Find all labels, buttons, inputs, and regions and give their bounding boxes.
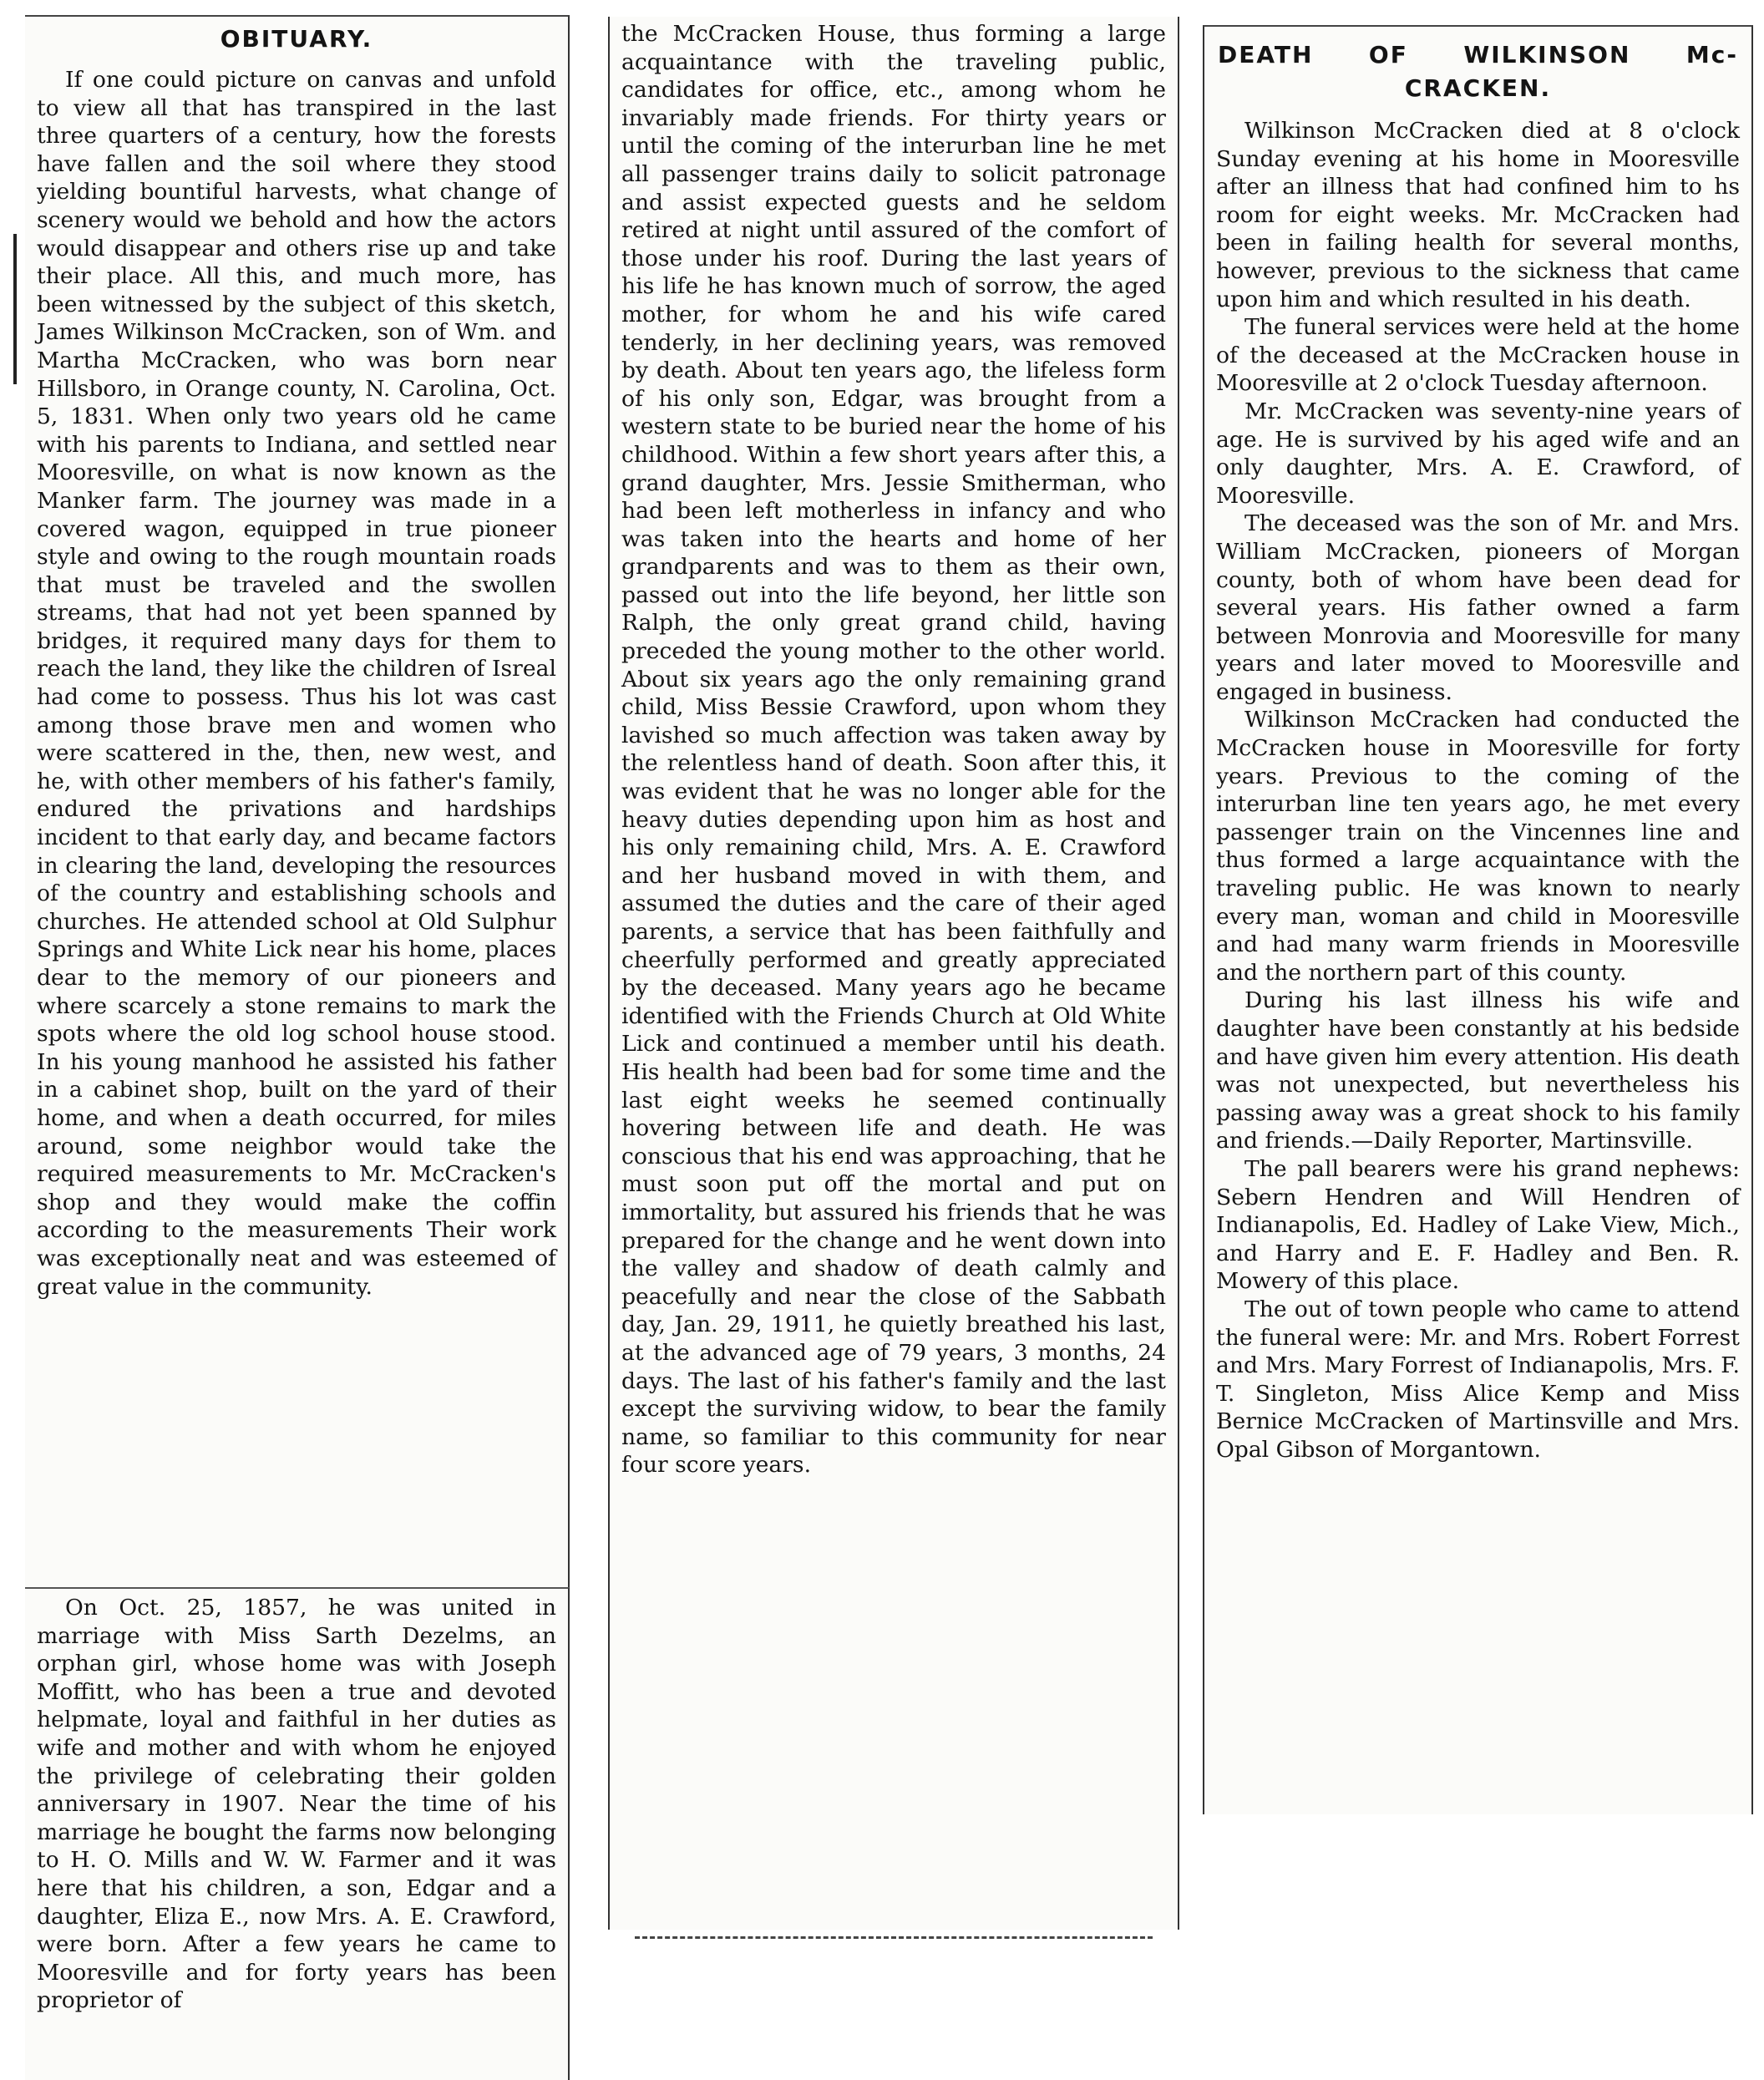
- obituary-body-3: [610, 17, 1178, 1479]
- obituary-column-1: [25, 15, 570, 1587]
- death-notice-paragraph: During his last illness his wife and daughter have been constantly at his bedside and have given him every attention. His death was not unexpected, but nevertheless his passing away was a great shock to his family and friends.—Daily Reporter, Martinsville.: [1216, 987, 1740, 1154]
- death-notice-paragraph: Wilkinson McCracken died at 8 o'clock Sunday evening at his home in Mooresville after an illness that had confined him to hs room for eight weeks. Mr. McCracken had been in failing health for several months, however, previous to the sickness that came upon him and which resulted in his death.: [1216, 118, 1740, 312]
- margin-rule: [13, 234, 17, 384]
- death-notice-paragraph: Mr. McCracken was seventy-nine years of age. He is survived by his aged wife and an only daughter, Mrs. A. E. Crawford, of Mooresville.: [1216, 398, 1740, 509]
- obituary-body-2: [25, 1589, 568, 2015]
- obituary-heading: OBITUARY.: [220, 25, 373, 53]
- end-rule: [635, 1936, 1153, 1939]
- obituary-paragraph-2: On Oct. 25, 1857, he was united in marriage with Miss Sarth Dezelms, an orphan girl, whose home was with Joseph Moffitt, who has been a true and devoted helpmate, loyal and faithful in her duties as wife and mother and with whom he enjoyed the privilege of celebrating their golden anniversary in 1907. Near the time of his marriage he bought the farms now belonging to H. O. Mills and W. W. Farmer and it was here that his children, a son, Edgar and a daughter, Eliza E., now Mrs. A. E. Crawford, were born. After a few years he came to Mooresville and for forty years has been proprietor of: [37, 1595, 556, 2014]
- obituary-body-1: [25, 66, 568, 1301]
- death-notice-column: [1203, 25, 1753, 1814]
- obituary-paragraph-3: the McCracken House, thus forming a large acquaintance with the traveling public, candidates for office, etc., among whom he invariably made friends. For thirty years or until the coming of the interurban line he met all passenger trains daily to solicit patronage and assist expected guests and he seldom retired at night until assured of the comfort of those under his roof. During the last years of his life he has known much of sorrow, the aged mother, for whom he and his wife cared tenderly, in her declining years, was removed by death. About ten years ago, the lifeless form of his only son, Edgar, was brought from a western state to be buried near the home of his childhood. Within a few short years after this, a grand daughter, Mrs. Jessie Smitherman, who had been left motherless in infancy and who was taken into the hearts and home of her grandparents and was to them as their own, passed out into the life beyond, her little son Ralph, the only great grand child, having preceded the young mother to the other world. About six years ago the only remaining grand child, Miss Bessie Crawford, upon whom they lavished so much affection was taken away by the relentless hand of death. Soon after this, it was evident that he was no longer able for the heavy duties depending upon him as host and his only remaining child, Mrs. A. E. Crawford and her husband moved in with them, and assumed the duties and the care of their aged parents, a service that has been faithfully and cheerfully performed and greatly appreciated by the deceased. Many years ago he became identified with the Friends Church at Old White Lick and continued a member until his death. His health had been bad for some time and the last eight weeks he seemed continually hovering between life and death. He was conscious that his end was approaching, that he must soon put off the mortal and put on immortality, but assured his friends that he was prepared for the change and he went down into the valley and shadow of death calmly and peacefully and near the close of the Sabbath day, Jan. 29, 1911, he quietly breathed his last, at the advanced age of 79 years, 3 months, 24 days. The last of his father's family and the last except the surviving widow, to bear the family name, so familiar to this community for near four score years.: [621, 21, 1166, 1479]
- death-notice-heading-line2: CRACKEN.: [1404, 74, 1552, 102]
- death-notice-paragraph: The out of town people who came to attend the funeral were: Mr. and Mrs. Robert Forrest and Mrs. Mary Forrest of Indianapolis, Mrs. F. T. Singleton, Miss Alice Kemp and Miss Bernice McCracken of Martinsville and Mrs. Opal Gibson of Morgantown.: [1216, 1296, 1740, 1463]
- death-notice-paragraph: The deceased was the son of Mr. and Mrs. William McCracken, pioneers of Morgan county, both of whom have been dead for several years. His father owned a farm between Monrovia and Mooresville for many years and later moved to Mooresville and engaged in business.: [1216, 510, 1740, 705]
- death-notice-heading: [1218, 38, 1738, 105]
- death-notice-paragraph: The pall bearers were his grand nephews: Sebern Hendren and Will Hendren of Indianapolis, Ed. Hadley of Lake View, Mich., and Harry and E. F. Hadley and Ben. R. Mowery of this place.: [1216, 1155, 1740, 1295]
- obituary-paragraph-1: If one could picture on canvas and unfold to view all that has transpired in the last three quarters of a century, how the forests have fallen and the soil where they stood yielding bountiful harvests, what change of scenery would we behold and how the actors would disappear and others rise up and take their place. All this, and much more, has been witnessed by the subject of this sketch, James Wilkinson McCracken, son of Wm. and Martha McCracken, who was born near Hillsboro, in Orange county, N. Carolina, Oct. 5, 1831. When only two years old he came with his parents to Indiana, and settled near Mooresville, on what is now known as the Manker farm. The journey was made in a covered wagon, equipped in true pioneer style and owing to the rough mountain roads that must be traveled and the swollen streams, that had not yet been spanned by bridges, it required many days for them to reach the land, they like the children of Isreal had come to possess. Thus his lot was cast among those brave men and women who were scattered in the, then, new west, and he, with other members of his father's family, endured the privations and hardships incident to that early day, and became factors in clearing the land, developing the resources of the country and establishing schools and churches. He attended school at Old Sulphur Springs and White Lick near his home, places dear to the memory of our pioneers and where scarcely a stone remains to mark the spots where the old log school house stood. In his young manhood he assisted his father in a cabinet shop, built on the yard of their home, and when a death occurred, for miles around, some neighbor would take the required measurements to Mr. McCracken's shop and they would make the coffin according to the measurements Their work was exceptionally neat and was esteemed of great value in the community.: [37, 67, 556, 1300]
- obituary-column-2: [608, 17, 1179, 1930]
- death-notice-paragraph: Wilkinson McCracken had conducted the McCracken house in Mooresville for forty years. Previous to the coming of the interurban line ten years ago, he met every passenger train on the Vincennes line and thus formed a large acquaintance with the traveling public. He was known to nearly every man, woman and child in Mooresville and had many warm friends in Mooresville and the northern part of this county.: [1216, 707, 1740, 986]
- death-notice-heading-line1: DEATH OF WILKINSON Mc-: [1218, 41, 1738, 68]
- death-notice-body: [1204, 117, 1751, 1464]
- obituary-column-1-lower: [25, 1587, 570, 2080]
- death-notice-paragraph: The funeral services were held at the home of the deceased at the McCracken house in Mooresville at 2 o'clock Tuesday afternoon.: [1216, 314, 1740, 397]
